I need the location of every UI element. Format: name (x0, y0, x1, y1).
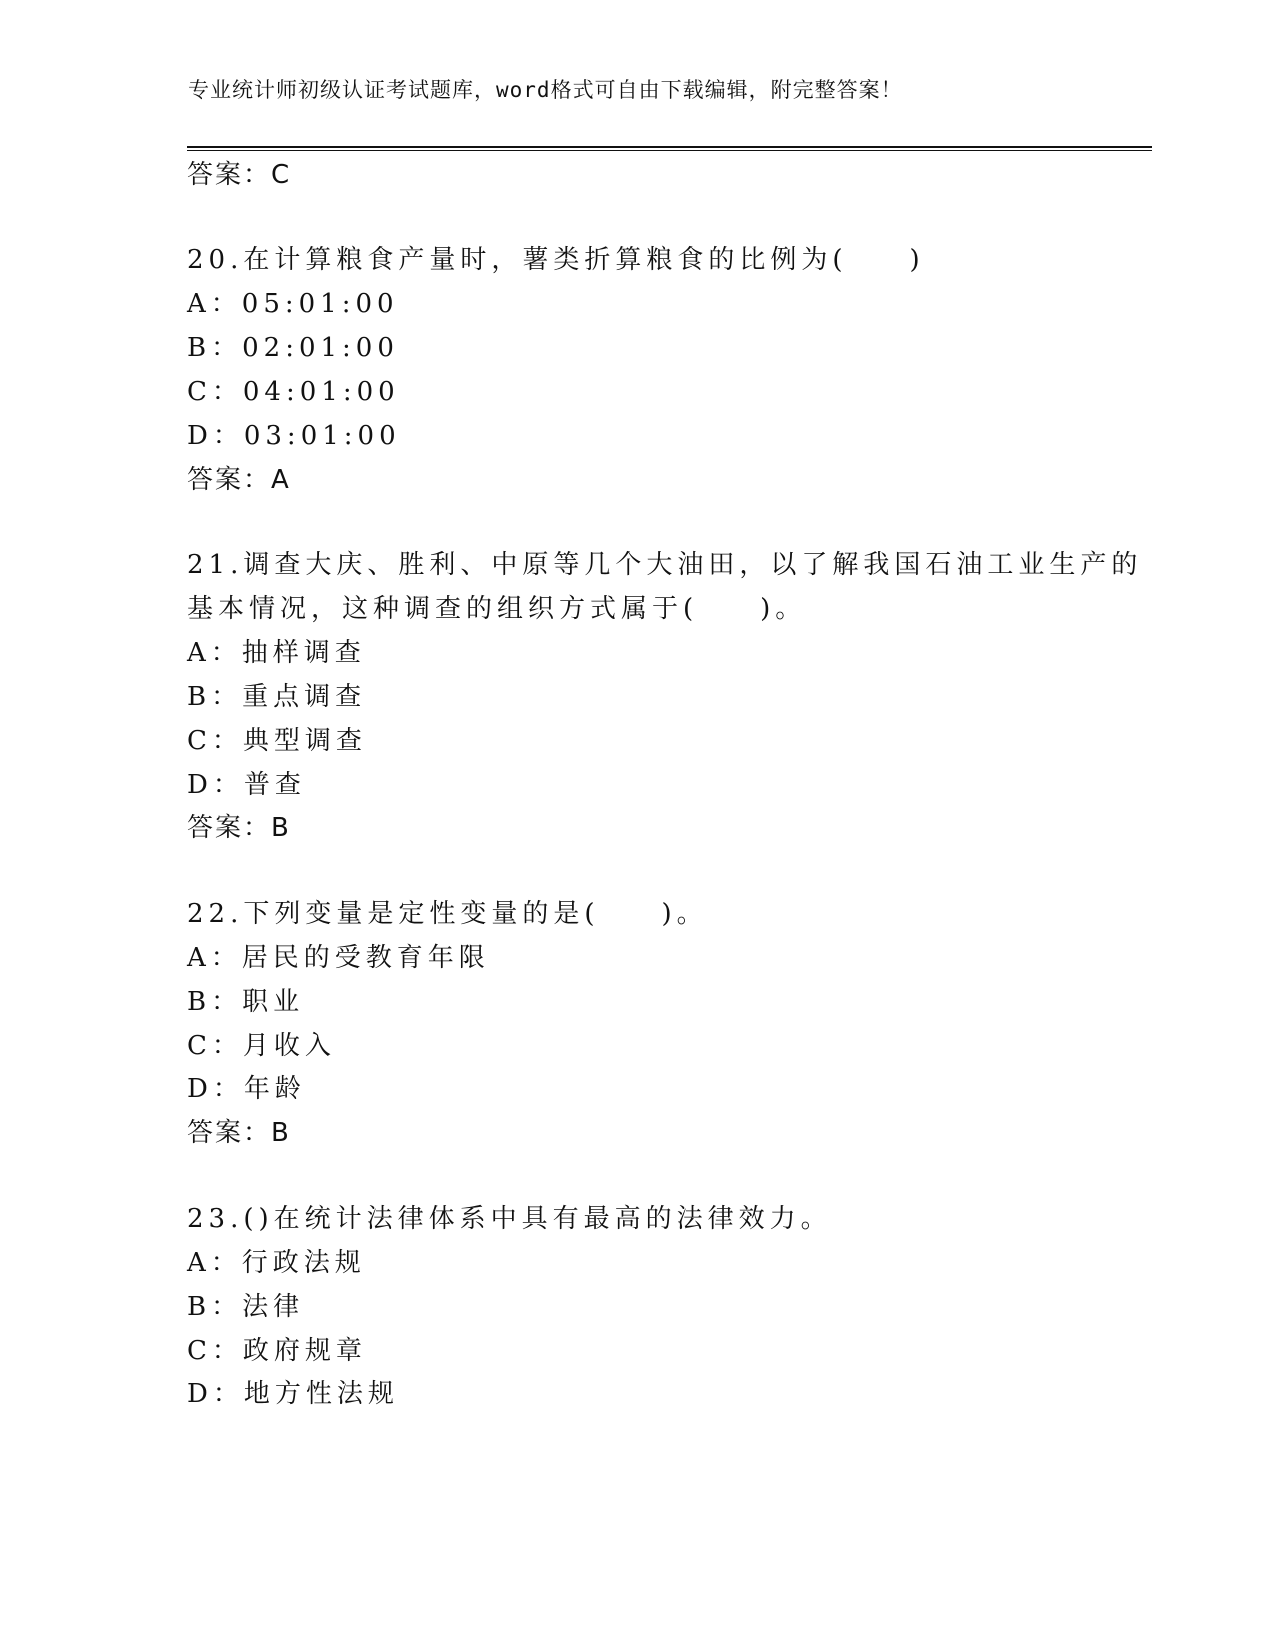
question-21-option-c: C：典型调查 (187, 726, 367, 756)
question-23-option-a: A：行政法规 (187, 1248, 366, 1278)
question-21-option-d: D：普查 (187, 770, 306, 800)
question-23-stem: 23.()在统计法律体系中具有最高的法律效力。 (187, 1204, 832, 1234)
question-20-option-d: D：03:01:00 (187, 421, 401, 451)
question-23-option-c: C：政府规章 (187, 1336, 367, 1366)
question-22-stem: 22.下列变量是定性变量的是( )。 (187, 899, 708, 929)
question-21-answer: 答案：B (187, 813, 291, 843)
page-header-text: 专业统计师初级认证考试题库，word格式可自由下载编辑，附完整答案！ (188, 78, 903, 102)
question-22-option-d: D：年龄 (187, 1074, 306, 1104)
header-divider-thin (187, 150, 1152, 151)
question-21-option-b: B：重点调查 (187, 682, 367, 712)
question-22-answer: 答案：B (187, 1118, 291, 1148)
question-20-option-b: B：02:01:00 (187, 333, 399, 363)
question-20-stem: 20.在计算粮食产量时，薯类折算粮食的比例为( ) (187, 245, 925, 275)
question-20-option-a: A：05:01:00 (187, 289, 399, 319)
question-23-option-d: D：地方性法规 (187, 1379, 399, 1409)
question-22-option-a: A：居民的受教育年限 (187, 943, 490, 973)
question-22-option-b: B：职业 (187, 987, 305, 1017)
header-divider (187, 146, 1152, 148)
question-23-option-b: B：法律 (187, 1292, 305, 1322)
question-20-option-c: C：04:01:00 (187, 377, 400, 407)
question-22-option-c: C：月收入 (187, 1031, 336, 1061)
question-21-option-a: A：抽样调查 (187, 638, 366, 668)
question-20-answer: 答案：A (187, 465, 291, 495)
previous-answer: 答案：C (187, 160, 292, 190)
question-21-stem-line1: 21.调查大庆、胜利、中原等几个大油田，以了解我国石油工业生产的 (187, 550, 1143, 580)
question-21-stem-line2: 基本情况，这种调查的组织方式属于( )。 (187, 594, 807, 624)
